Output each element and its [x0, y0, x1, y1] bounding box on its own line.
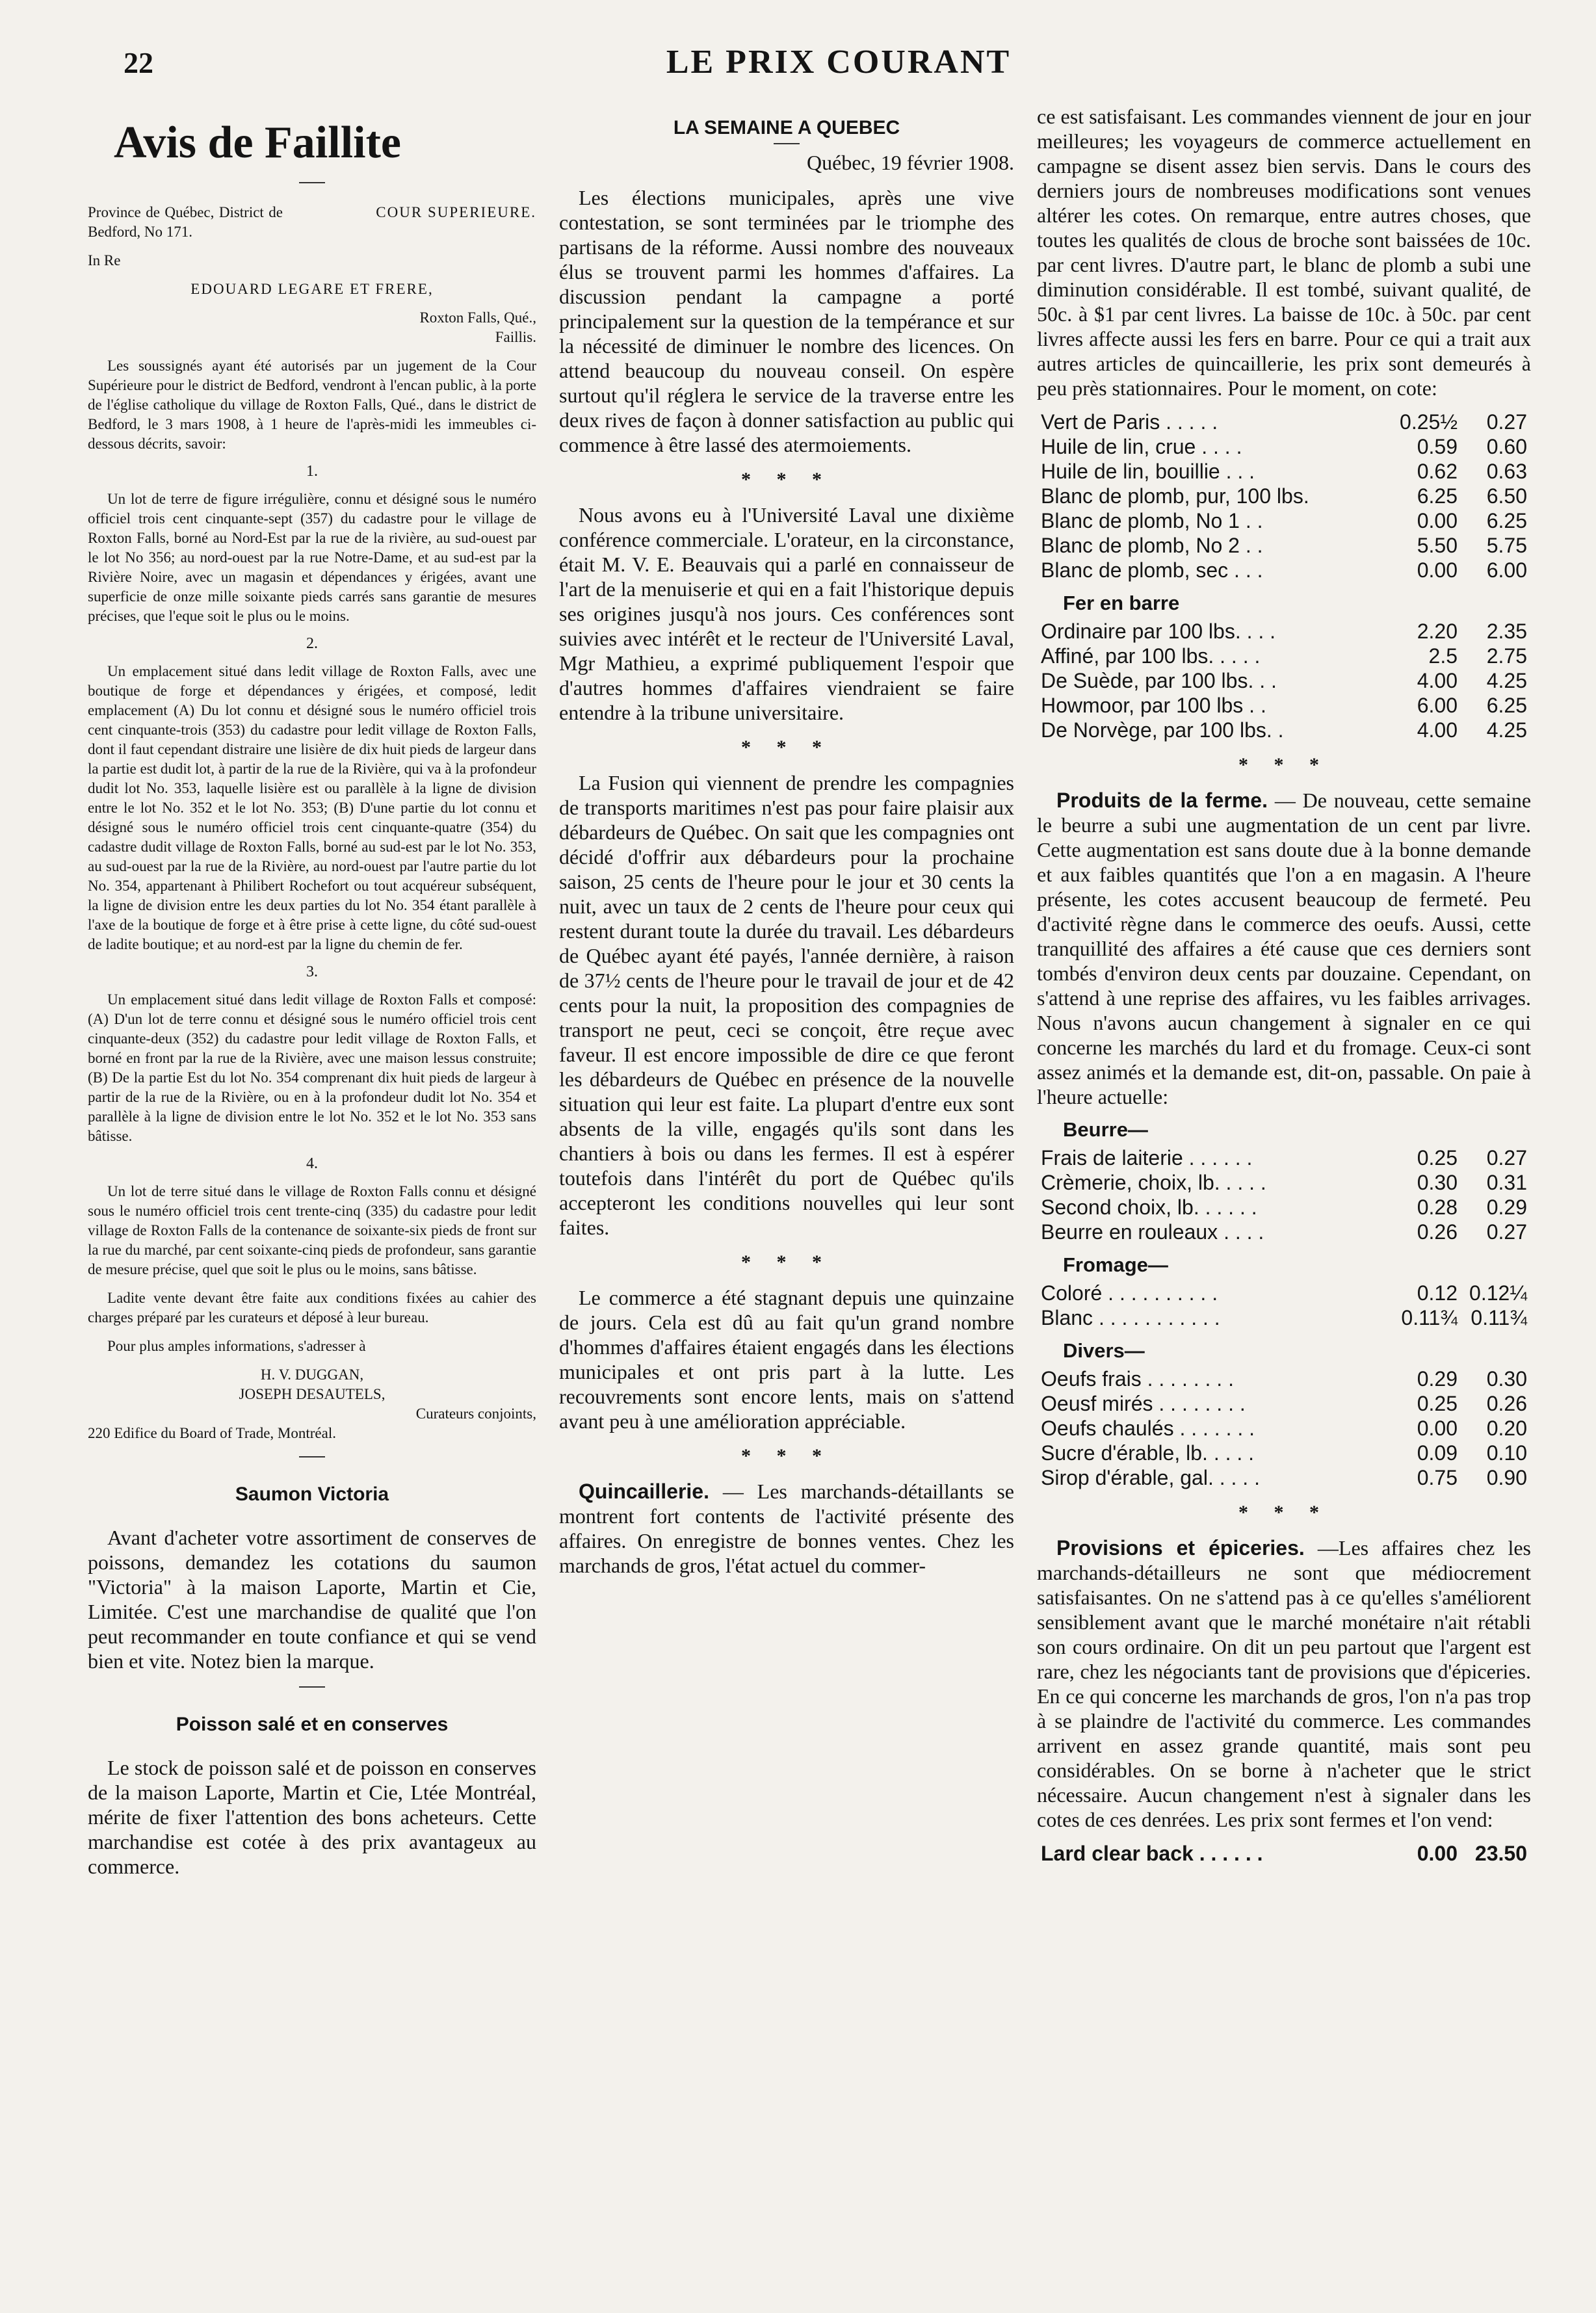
signer-role: Curateurs conjoints, [415, 1405, 536, 1422]
dateline: Québec, 19 février 1908. [807, 151, 1014, 174]
price-row [1037, 1145, 1531, 1170]
page-number: 22 [124, 46, 153, 79]
divers-title: Divers— [1063, 1339, 1145, 1362]
poisson-text: Le stock de poisson salé et de poisson en conserves de la maison Laporte, Martin et Cie, Ltée Montréal, mérite de fixer l'attention des bons acheteurs. Cette marchandise est cotée à des prix avantageux au commerce. [88, 1756, 536, 1878]
price-high: 0.10 [1486, 1441, 1527, 1465]
lard-price-table [1037, 1841, 1531, 1866]
price-row [1037, 644, 1531, 668]
price-high: 5.75 [1486, 534, 1527, 557]
price-high: 0.11¾ [1471, 1306, 1527, 1329]
price-high: 0.31 [1486, 1171, 1527, 1194]
price-low: 0.00 [1417, 509, 1458, 532]
column-1 [88, 104, 536, 1888]
price-row [1037, 668, 1531, 693]
poisson-title: Poisson salé et en conserves [176, 1714, 449, 1735]
price-low: 0.28 [1417, 1196, 1458, 1219]
section-stars: * * * [1238, 1502, 1329, 1523]
divider [299, 1686, 325, 1688]
article-paragraph: Les élections municipales, après une vive contestation, se sont terminées par le triomphe des partisans de la réforme. Aussi nombre des nouveaux élus se trouvent parmi les hommes d'affaires. La discussion pendant la campagne a porté principalement sur la question de la tempérance et sur la nécessité de diminuer le nombre des licences. On attend beaucoup du nouveau conseil. On espère surtout qu'il réglera le service de la traverse entre les deux rives de façon à donner satisfaction au public qui commence à être lassé des atermoiements. [559, 186, 1014, 456]
price-row [1037, 410, 1531, 434]
price-low: 6.25 [1417, 484, 1458, 508]
page-header [91, 39, 1586, 91]
price-high: 0.29 [1486, 1196, 1527, 1219]
beurre-title: Beurre— [1063, 1118, 1148, 1141]
bankrupt-location: Roxton Falls, Qué., [419, 309, 536, 326]
item: Blanc de plomb, sec . . . [1041, 558, 1263, 582]
quincaillerie-text: — Les marchands-détaillants se montrent fort contents de l'activité présente des affaires. On enregistre de bonnes ventes. Chez les marchands de gros, l'état actuel du commer- [559, 1480, 1015, 1577]
price-low: 0.09 [1417, 1441, 1458, 1465]
item: Huile de lin, crue . . . . [1041, 435, 1242, 458]
price-low: 5.50 [1417, 534, 1458, 557]
item: Vert de Paris . . . . . [1041, 410, 1218, 434]
price-low: 0.11¾ [1401, 1306, 1458, 1329]
column-2 [559, 104, 1014, 1587]
lot-number: 3. [306, 963, 318, 980]
ferme-label: Produits de la ferme. [1056, 789, 1268, 812]
item: Huile de lin, bouillie . . . [1041, 460, 1255, 483]
item: Oeusf mirés . . . . . . . . [1041, 1392, 1246, 1415]
price-row [1037, 459, 1531, 484]
divider [299, 1456, 325, 1457]
divider [299, 182, 325, 183]
item: De Suède, par 100 lbs. . . [1041, 669, 1277, 692]
price-low: 0.25½ [1400, 410, 1458, 434]
section-stars: * * * [741, 1445, 832, 1467]
item: Affiné, par 100 lbs. . . . . [1041, 644, 1261, 668]
price-low: 6.00 [1417, 694, 1458, 717]
provisions-label: Provisions et épiceries. [1056, 1536, 1305, 1560]
price-low: 4.00 [1417, 718, 1458, 742]
price-high: 0.26 [1486, 1392, 1527, 1415]
price-high: 2.35 [1486, 620, 1527, 643]
price-high: 4.25 [1486, 718, 1527, 742]
lot-description: Un emplacement situé dans ledit village de Roxton Falls, avec une boutique de forge et dépendances y érigées, et composé, ledit emplacement (A) Du lot connu et désigné sous le numéro officiel trois cent cinquante-trois (353) du cadastre pour ledit village de Roxton Falls, dont il faut cependant distraire une lisière de dix huit pieds de largeur dans la partie est dudit lot, à partir de la rue de la Rivière, qui va à la profondeur dudit lot No. 353, laquelle lisière est ou parallèle à la ligne de division entre le lot No. 352 et le lot No. 353; (B) D'une partie du lot connu et désigné sous le numéro officiel trois cent cinquante-quatre (354) du cadastre dudit village de Roxton Falls, borné au sud-est par le lot No. 353, au sud-ouest par la rue de la Rivière, au nord-ouest par l'autre partie du lot No. 354, appartenant à Philibert Rochefort ou tout acquéreur subséquent, la ligne de division entre les deux parties du lot No. 354 étant parallèle à l'axe de la boutique de forge et à être prise à cette ligne, du côté sud-ouest de ladite boutique; et au nord-est par la ligne du chemin de fer. [88, 663, 536, 952]
price-row [1037, 1281, 1531, 1305]
quincaillerie-paragraph [559, 1479, 1014, 1578]
quebec-week-title: LA SEMAINE A QUEBEC [673, 117, 900, 138]
saumon-text: Avant d'acheter votre assortiment de conserves de poissons, demandez les cotations du saumon "Victoria" à la maison Laporte, Martin et Cie, Limitée. C'est une marchandise de qualité que l'on peut recommander en toute confiance et qui se vend bien et vite. Notez bien la marque. [88, 1526, 536, 1673]
price-high: 0.12¼ [1469, 1281, 1527, 1305]
section-stars: * * * [741, 1251, 832, 1273]
price-high: 0.27 [1486, 410, 1527, 434]
price-row [1037, 533, 1531, 558]
price-row [1037, 1305, 1531, 1330]
price-row [1037, 1391, 1531, 1416]
price-low: 0.25 [1417, 1392, 1458, 1415]
provisions-text: —Les affaires chez les marchands-détailleurs ne sont que médiocrement satisfaisantes. On ne s'attend pas à ce qu'elles s'améliorent sensiblement avant que le marché monétaire n'ait rétabli son cours ordinaire. On dit un peu partout que l'argent est rare, chez les négociants tant de provisions que d'épiceries. En ce qui concerne les marchands de gros, l'on n'a pas trop à se plaindre de l'activité du commerce. Les commandes arrivent en assez grande quantité, mais sont peu considérables. On se borne à n'acheter que le strict nécessaire. Aucun changement n'est à signaler dans les cotes de ces denrées. Les prix sont fermes et l'on vend: [1037, 1536, 1532, 1831]
item: Oeufs chaulés . . . . . . . [1041, 1417, 1255, 1440]
item: Sirop d'érable, gal. . . . . [1041, 1466, 1260, 1489]
notice-intro: Les soussignés ayant été autorisés par un jugement de la Cour Supérieure pour le district de Bedford, vendront à l'encan public, à la porte de l'église catholique du village de Roxton Falls, Qué., dans le district de Bedford, le 3 mars 1908, à 1 heure de l'après-midi les immeubles ci-dessous décrits, savoir: [88, 358, 536, 452]
price-high: 6.25 [1486, 694, 1527, 717]
signer-address: 220 Edifice du Board of Trade, Montréal. [88, 1425, 336, 1441]
quincaillerie-label: Quincaillerie. [579, 1480, 709, 1503]
bankrupt-party: EDOUARD LEGARE ET FRERE, [190, 281, 434, 297]
price-low: 0.62 [1417, 460, 1458, 483]
price-high: 6.50 [1486, 484, 1527, 508]
fromage-price-table [1037, 1281, 1531, 1330]
price-row [1037, 1416, 1531, 1441]
hardware-continuation: ce est satisfaisant. Les commandes viennent de jour en jour meilleures; les voyageurs de commerce actuellement en campagne se disent assez bien servis. Dans le cours des derniers jours de nombreuses modifications sont venues altérer les cotes. On remarque, entre autres choses, que toutes les qualités de clous de broche sont baissées de 10c. par cent livres. D'autre part, le blanc de plomb a subi une diminution considérable. Il est tombé, suivant qualité, de 50c. à $1 par cent livres. La baisse de 10c. à 50c. par cent livres affecte aussi les fers en barre. Pour ce qui a trait aux autres articles de quincaillerie, les prix sont demeurés à peu près stationnaires. Pour le moment, on cote: [1037, 105, 1531, 400]
item: Blanc de plomb, No 1 . . [1041, 509, 1263, 532]
section-stars: * * * [1238, 754, 1329, 776]
lot-description: Un emplacement situé dans ledit village de Roxton Falls et composé: (A) D'un lot de terre connu et désigné sous le numéro officiel trois cent cinquante-deux (352) du cadastre pour ledit village de Roxton Falls, et borné en front par la rue de la Rivière, avec une maison lessus construite; (B) De la partie Est du lot No. 354 comprenant dix huit pieds de largeur à partir de la rue de la Rivière, ou en à la profondeur dudit lot No. 354 et parallèle à la ligne de division entre le lot No. 352 et le lot No. 353 sans bâtisse. [88, 991, 536, 1144]
price-row [1037, 693, 1531, 718]
price-row [1037, 619, 1531, 644]
divers-price-table [1037, 1366, 1531, 1490]
bankruptcy-heading: Avis de Faillite [114, 118, 401, 168]
lot-number: 2. [306, 635, 318, 652]
bankrupt-status: Faillis. [495, 329, 536, 345]
price-high: 4.25 [1486, 669, 1527, 692]
price-high: 0.20 [1486, 1417, 1527, 1440]
price-low: 0.00 [1417, 1842, 1458, 1865]
item: Blanc . . . . . . . . . . . [1041, 1306, 1220, 1329]
fer-title: Fer en barre [1063, 592, 1180, 614]
beurre-price-table [1037, 1145, 1531, 1244]
price-low: 0.00 [1417, 1417, 1458, 1440]
price-high: 0.30 [1486, 1367, 1527, 1391]
saumon-title: Saumon Victoria [235, 1483, 389, 1505]
price-row [1037, 1170, 1531, 1195]
price-high: 0.27 [1486, 1146, 1527, 1170]
price-row [1037, 718, 1531, 742]
price-low: 0.30 [1417, 1171, 1458, 1194]
item: Second choix, lb. . . . . . [1041, 1196, 1257, 1219]
lot-description: Un lot de terre de figure irrégulière, connu et désigné sous le numéro officiel trois cent cinquante-sept (357) du cadastre pour le village de Roxton Falls, borné au Nord-Est par la rue de la rivière, au sud-ouest par le lot No 356; au nord-ouest par la rue Notre-Dame, et au sud-est par la Rivière Noire, avec un magasin et dépendances y érigées, avant une superficie de onze mille soixante pieds carrés sans garantie de mesures précises, que l'eque soit le plus ou le moins. [88, 491, 536, 624]
price-row [1037, 1441, 1531, 1465]
provisions-paragraph [1037, 1535, 1531, 1832]
price-high: 0.60 [1486, 435, 1527, 458]
article-paragraph: Nous avons eu à l'Université Laval une dixième conférence commerciale. L'orateur, en la circonstance, était M. V. E. Beauvais qui a parlé en connaisseur de l'art de la menuiserie et qui en a fait l'historique depuis ses origines jusqu'à nos jours. Ces conférences sont suivies avec intérêt et le recteur de l'Université Laval, Mgr Mathieu, a exprimé publiquement l'espoir que d'autres hommes d'affaires viendraient se faire entendre à la tribune universitaire. [559, 503, 1014, 724]
contact-line: Pour plus amples informations, s'adresser à [107, 1338, 366, 1354]
item: Oeufs frais . . . . . . . . [1041, 1367, 1234, 1391]
court-district: Province de Québec, District de Bedford, No 171. [88, 204, 283, 240]
item: Sucre d'érable, lb. . . . . [1041, 1441, 1255, 1465]
item: Frais de laiterie . . . . . . [1041, 1146, 1253, 1170]
sale-conditions: Ladite vente devant être faite aux conditions fixées au cahier des charges préparé par les curateurs et déposé à leur bureau. [88, 1290, 536, 1326]
price-row [1037, 434, 1531, 459]
price-high: 2.75 [1486, 644, 1527, 668]
price-low: 0.26 [1417, 1220, 1458, 1244]
section-stars: * * * [741, 737, 832, 758]
price-low: 0.59 [1417, 435, 1458, 458]
price-row [1037, 1220, 1531, 1244]
lot-number: 1. [306, 463, 318, 480]
item: De Norvège, par 100 lbs. . [1041, 718, 1284, 742]
item: Howmoor, par 100 lbs . . [1041, 694, 1266, 717]
price-high: 6.25 [1486, 509, 1527, 532]
item: Blanc de plomb, No 2 . . [1041, 534, 1263, 557]
price-low: 0.12 [1417, 1281, 1458, 1305]
price-high: 0.63 [1486, 460, 1527, 483]
price-low: 0.29 [1417, 1367, 1458, 1391]
item: Crèmerie, choix, lb. . . . . [1041, 1171, 1266, 1194]
price-row [1037, 1465, 1531, 1490]
fromage-title: Fromage— [1063, 1253, 1168, 1276]
price-row [1037, 1195, 1531, 1220]
lot-description: Un lot de terre situé dans le village de Roxton Falls connu et désigné sous le numéro officiel trois cent trente-cinq (335) du cadastre pour ledit village de Roxton Falls de la contenance de soixante-six pieds de front sur la rue du marché, par cent soixante-cinq pieds de profondeur, sans garantie de mesure précise, quel que soit le plus ou le moins, sans bâtisse. [88, 1183, 536, 1277]
lot-number: 4. [306, 1155, 318, 1172]
section-stars: * * * [741, 469, 832, 490]
in-re: In Re [88, 252, 121, 268]
item: Blanc de plomb, pur, 100 lbs. [1041, 484, 1309, 508]
price-high: 0.90 [1486, 1466, 1527, 1489]
paint-price-table [1037, 410, 1531, 582]
bankruptcy-notice [88, 203, 536, 1443]
article-paragraph: Le commerce a été stagnant depuis une quinzaine de jours. Cela est dû au fait qu'un grand nombre d'hommes d'affaires étaient engagés dans les élections municipales et ont pris part à la lutte. Les recouvrements sont encore lents, mais on s'attend avant peu à une amélioration appréciable. [559, 1286, 1014, 1433]
ferme-paragraph [1037, 788, 1531, 1109]
price-row [1037, 508, 1531, 533]
publication-title: LE PRIX COURANT [666, 44, 1012, 81]
item: Lard clear back . . . . . . [1041, 1842, 1263, 1865]
price-high: 6.00 [1486, 558, 1527, 582]
item: Coloré . . . . . . . . . . [1041, 1281, 1218, 1305]
price-low: 2.5 [1428, 644, 1458, 668]
fer-price-table [1037, 619, 1531, 742]
divider [774, 143, 800, 144]
price-low: 0.75 [1417, 1466, 1458, 1489]
price-row [1037, 558, 1531, 582]
price-low: 0.25 [1417, 1146, 1458, 1170]
item: Beurre en rouleaux . . . . [1041, 1220, 1264, 1244]
article-paragraph: La Fusion qui viennent de prendre les compagnies de transports maritimes n'est pas pour faire plaisir aux débardeurs de Québec. On sait que les compagnies ont décidé d'offrir aux débardeurs pour la prochaine saison, 25 cents de l'heure pour le jour et 30 cents la nuit, avec un taux de 2 cents de l'heure pour ceux qui restent durant toute la durée du travail. Les débardeurs de Québec ayant été payés, l'année dernière, à raison de 37½ cents de l'heure pour le travail de jour et de 42 cents pour la nuit, la proposition des compagnies de transport ne peut, ceci se conçoit, être reçue avec faveur. Il est encore impossible de dire ce que feront les débardeurs de Québec en présence de la nouvelle situation qui leur est faite. La plupart d'entre eux sont absents de la ville, engagés qu'ils sont dans les chantiers à bois ou dans les fermes. Il est à espérer toutefois dans l'intérêt du port de Québec qu'ils accepteront les conditions nouvelles qui leur sont faites. [559, 771, 1014, 1239]
item: Ordinaire par 100 lbs. . . . [1041, 620, 1276, 643]
court-name: COUR SUPERIEURE. [376, 204, 536, 220]
price-low: 4.00 [1417, 669, 1458, 692]
price-row [1037, 1841, 1531, 1866]
price-high: 23.50 [1474, 1842, 1527, 1865]
price-high: 0.27 [1486, 1220, 1527, 1244]
signer-1: H. V. DUGGAN, [260, 1366, 364, 1383]
column-3 [1037, 104, 1531, 1866]
signer-2: JOSEPH DESAUTELS, [239, 1386, 386, 1402]
price-row [1037, 484, 1531, 508]
ferme-text: — De nouveau, cette semaine le beurre a subi une augmentation de un cent par livre. Cette augmentation est sans doute due à la bonne demande et aux faibles quantités que l'on a en magasin. A l'heure présente, les cotes accusent beaucoup de fermeté. Peu d'activité règne dans le commerce des oeufs. Aussi, cette tranquillité des affaires a été cause que ces derniers sont tombés d'environ deux cents par douzaine. Cependant, on s'attend à une reprise des affaires, vu les faibles arrivages. Nous n'avons aucun changement à signaler en ce qui concerne les marchés du lard et du fromage. Ceux-ci sont assez animés et la demande est, dit-on, passable. On paie à l'heure actuelle: [1037, 789, 1532, 1108]
price-low: 2.20 [1417, 620, 1458, 643]
price-low: 0.00 [1417, 558, 1458, 582]
price-row [1037, 1366, 1531, 1391]
